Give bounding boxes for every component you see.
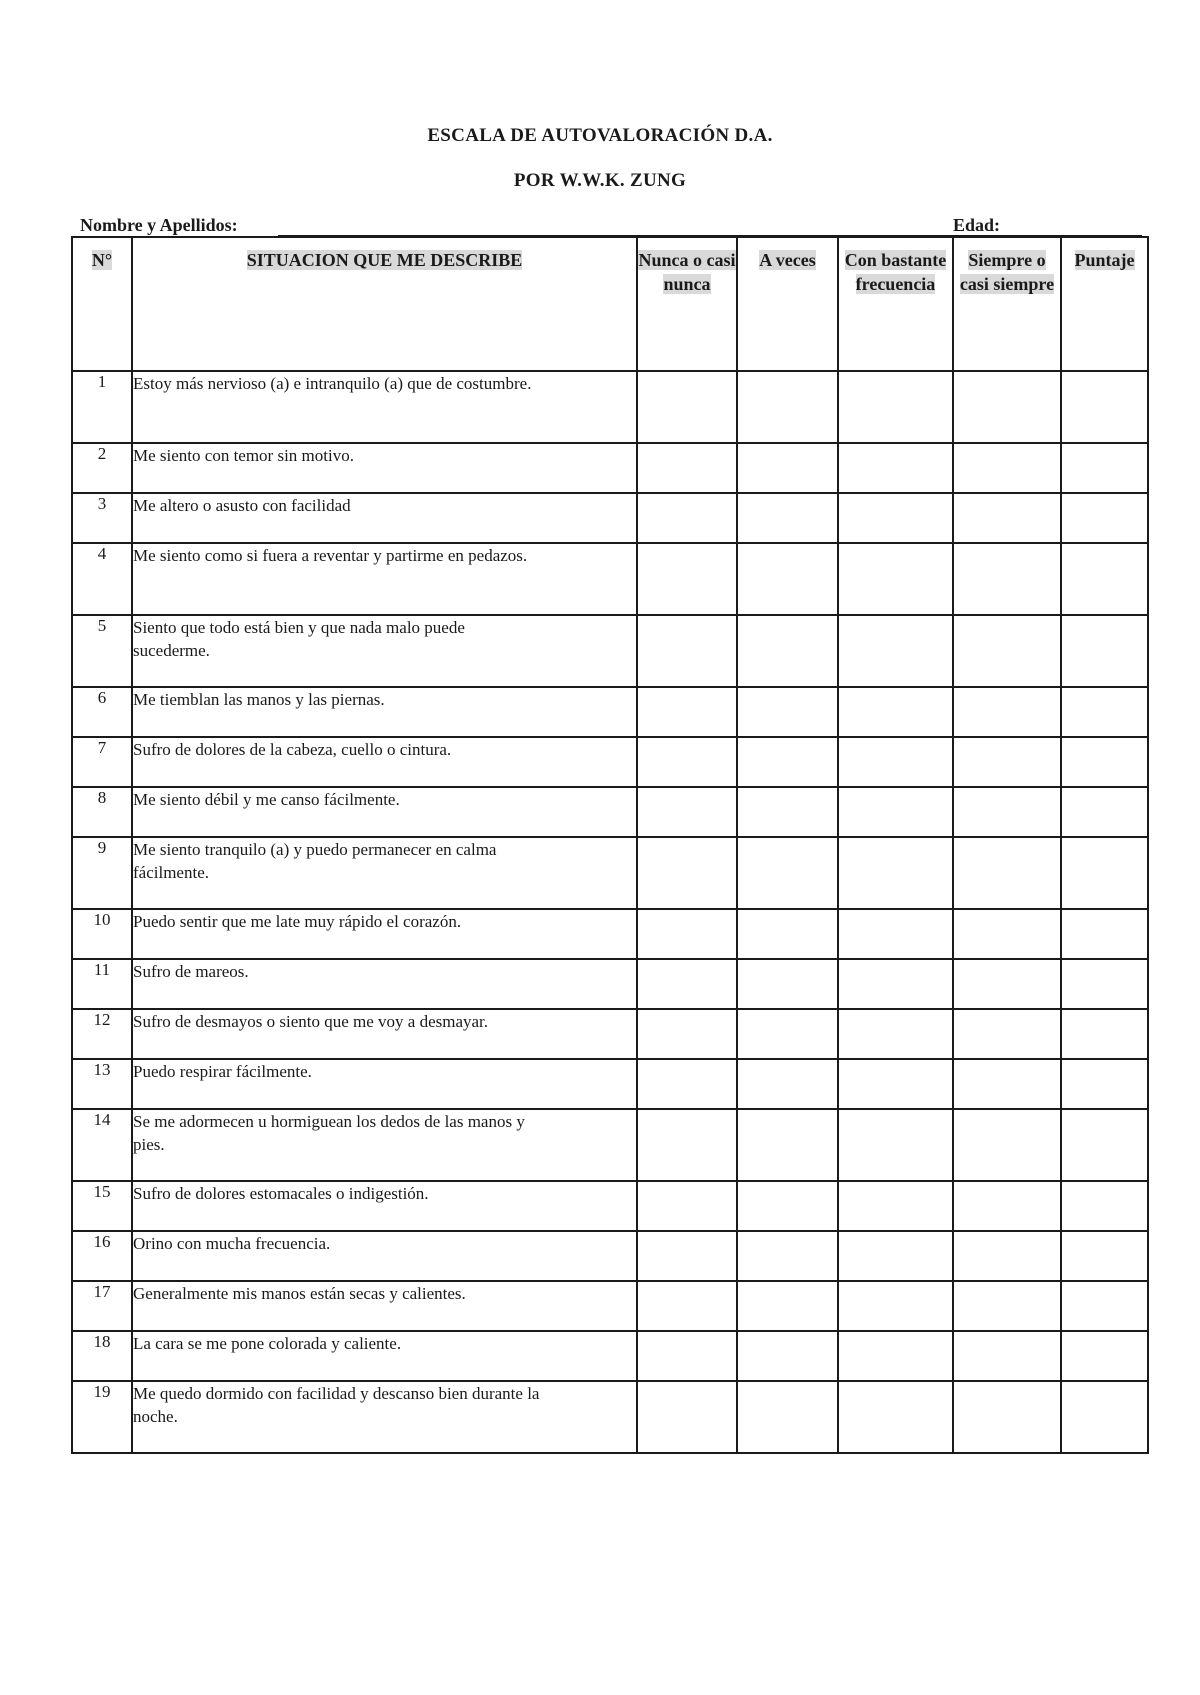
answer-cell-often[interactable] [838,1059,953,1109]
score-cell[interactable] [1061,959,1148,1009]
item-number: 3 [72,493,132,543]
answer-cell-always[interactable] [953,1009,1061,1059]
answer-cell-sometimes[interactable] [737,493,838,543]
answer-cell-sometimes[interactable] [737,615,838,687]
item-text: Generalmente mis manos están secas y calientes. [132,1281,637,1331]
item-text: Sufro de desmayos o siento que me voy a desmayar. [132,1009,637,1059]
document-subtitle: POR W.W.K. ZUNG [513,170,687,191]
item-text: Me siento débil y me canso fácilmente. [132,787,637,837]
answer-cell-often[interactable] [838,1009,953,1059]
item-text: Puedo respirar fácilmente. [132,1059,637,1109]
answer-cell-always[interactable] [953,1059,1061,1109]
table-row [72,1281,1148,1331]
answer-cell-never[interactable] [637,959,737,1009]
answer-cell-never[interactable] [637,1281,737,1331]
answer-cell-sometimes[interactable] [737,837,838,909]
table-row [72,443,1148,493]
item-text: Puedo sentir que me late muy rápido el corazón. [132,909,637,959]
answer-cell-sometimes[interactable] [737,1281,838,1331]
item-number: 16 [72,1231,132,1281]
answer-cell-often[interactable] [838,493,953,543]
answer-cell-often[interactable] [838,1109,953,1181]
score-cell[interactable] [1061,837,1148,909]
item-text: Se me adormecen u hormiguean los dedos de las manos y pies. [132,1109,637,1181]
document-title: ESCALA DE AUTOVALORACIÓN D.A. [427,125,773,146]
score-cell[interactable] [1061,1109,1148,1181]
score-cell[interactable] [1061,543,1148,615]
answer-cell-often[interactable] [838,837,953,909]
age-label: Edad: [953,215,1001,235]
answer-cell-always[interactable] [953,787,1061,837]
answer-cell-never[interactable] [637,737,737,787]
answer-cell-sometimes[interactable] [737,1009,838,1059]
answer-cell-sometimes[interactable] [737,1059,838,1109]
item-text: Me siento tranquilo (a) y puedo permanecer en calma fácilmente. [132,837,637,909]
score-cell[interactable] [1061,615,1148,687]
table-row [72,1109,1148,1181]
answer-cell-always[interactable] [953,543,1061,615]
item-number: 6 [72,687,132,737]
answer-cell-often[interactable] [838,615,953,687]
answer-cell-always[interactable] [953,1281,1061,1331]
answer-cell-often[interactable] [838,443,953,493]
score-cell[interactable] [1061,737,1148,787]
item-number: 19 [72,1381,132,1453]
header-sometimes: A veces [737,237,838,371]
score-cell[interactable] [1061,1231,1148,1281]
answer-cell-never[interactable] [637,615,737,687]
item-text: Me siento como si fuera a reventar y partirme en pedazos. [132,543,637,615]
score-cell[interactable] [1061,909,1148,959]
answer-cell-sometimes[interactable] [737,371,838,443]
answer-cell-often[interactable] [838,1231,953,1281]
answer-cell-often[interactable] [838,543,953,615]
answer-cell-never[interactable] [637,371,737,443]
answer-cell-sometimes[interactable] [737,1381,838,1453]
item-number: 8 [72,787,132,837]
score-cell[interactable] [1061,1331,1148,1381]
table-row [72,1009,1148,1059]
item-text: Estoy más nervioso (a) e intranquilo (a) que de costumbre. [132,371,637,443]
answer-cell-always[interactable] [953,1231,1061,1281]
table-row [72,837,1148,909]
answer-cell-often[interactable] [838,1281,953,1331]
score-cell[interactable] [1061,1381,1148,1453]
answer-cell-never[interactable] [637,909,737,959]
item-number: 15 [72,1181,132,1231]
table-row [72,787,1148,837]
table-row [72,371,1148,443]
scale-table [71,236,1149,1454]
item-text: Me altero o asusto con facilidad [132,493,637,543]
item-number: 10 [72,909,132,959]
answer-cell-sometimes[interactable] [737,543,838,615]
answer-cell-always[interactable] [953,1331,1061,1381]
answer-cell-never[interactable] [637,837,737,909]
answer-cell-always[interactable] [953,1109,1061,1181]
answer-cell-sometimes[interactable] [737,443,838,493]
header-situation: SITUACION QUE ME DESCRIBE [132,237,637,371]
item-number: 12 [72,1009,132,1059]
item-number: 9 [72,837,132,909]
answer-cell-often[interactable] [838,959,953,1009]
item-text: Sufro de mareos. [132,959,637,1009]
respondent-info [80,215,1142,237]
answer-cell-never[interactable] [637,443,737,493]
answer-cell-sometimes[interactable] [737,1109,838,1181]
answer-cell-sometimes[interactable] [737,909,838,959]
answer-cell-often[interactable] [838,1381,953,1453]
answer-cell-sometimes[interactable] [737,1181,838,1231]
score-cell[interactable] [1061,1281,1148,1331]
answer-cell-often[interactable] [838,1181,953,1231]
answer-cell-often[interactable] [838,909,953,959]
table-row [72,737,1148,787]
header-often: Con bastante frecuencia [838,237,953,371]
item-number: 13 [72,1059,132,1109]
answer-cell-sometimes[interactable] [737,687,838,737]
table-row [72,1231,1148,1281]
score-cell[interactable] [1061,443,1148,493]
item-text: Siento que todo está bien y que nada malo puede sucederme. [132,615,637,687]
answer-cell-often[interactable] [838,1331,953,1381]
score-cell[interactable] [1061,787,1148,837]
item-text: Sufro de dolores estomacales o indigestión. [132,1181,637,1231]
answer-cell-sometimes[interactable] [737,959,838,1009]
score-cell[interactable] [1061,493,1148,543]
answer-cell-always[interactable] [953,615,1061,687]
table-row [72,959,1148,1009]
answer-cell-always[interactable] [953,1381,1061,1453]
item-number: 11 [72,959,132,1009]
answer-cell-always[interactable] [953,443,1061,493]
item-text: Me quedo dormido con facilidad y descanso bien durante la noche. [132,1381,637,1453]
answer-cell-always[interactable] [953,959,1061,1009]
table-row [72,909,1148,959]
score-cell[interactable] [1061,1181,1148,1231]
item-number: 14 [72,1109,132,1181]
table-row [72,687,1148,737]
header-number: N° [72,237,132,371]
table-row [72,543,1148,615]
answer-cell-never[interactable] [637,1059,737,1109]
item-number: 18 [72,1331,132,1381]
answer-cell-never[interactable] [637,493,737,543]
answer-cell-never[interactable] [637,1231,737,1281]
answer-cell-sometimes[interactable] [737,737,838,787]
answer-cell-often[interactable] [838,737,953,787]
score-cell[interactable] [1061,1009,1148,1059]
table-row [72,1331,1148,1381]
table-header-row [72,237,1148,371]
answer-cell-never[interactable] [637,1009,737,1059]
score-cell[interactable] [1061,1059,1148,1109]
item-text: Orino con mucha frecuencia. [132,1231,637,1281]
answer-cell-always[interactable] [953,737,1061,787]
answer-cell-never[interactable] [637,1181,737,1231]
score-cell[interactable] [1061,371,1148,443]
item-text: Me siento con temor sin motivo. [132,443,637,493]
answer-cell-never[interactable] [637,1381,737,1453]
answer-cell-sometimes[interactable] [737,787,838,837]
item-number: 1 [72,371,132,443]
header-always: Siempre o casi siempre [953,237,1061,371]
answer-cell-always[interactable] [953,837,1061,909]
table-row [72,1059,1148,1109]
score-cell[interactable] [1061,687,1148,737]
table-row [72,493,1148,543]
table-row [72,615,1148,687]
answer-cell-never[interactable] [637,1331,737,1381]
item-text: La cara se me pone colorada y caliente. [132,1331,637,1381]
answer-cell-always[interactable] [953,371,1061,443]
answer-cell-never[interactable] [637,543,737,615]
answer-cell-always[interactable] [953,909,1061,959]
answer-cell-never[interactable] [637,687,737,737]
item-number: 7 [72,737,132,787]
answer-cell-never[interactable] [637,787,737,837]
answer-cell-sometimes[interactable] [737,1231,838,1281]
answer-cell-often[interactable] [838,787,953,837]
answer-cell-never[interactable] [637,1109,737,1181]
answer-cell-often[interactable] [838,687,953,737]
item-number: 5 [72,615,132,687]
answer-cell-sometimes[interactable] [737,1331,838,1381]
table-row [72,1181,1148,1231]
header-never: Nunca o casi nunca [637,237,737,371]
answer-cell-always[interactable] [953,1181,1061,1231]
answer-cell-often[interactable] [838,371,953,443]
item-text: Me tiemblan las manos y las piernas. [132,687,637,737]
item-number: 17 [72,1281,132,1331]
item-text: Sufro de dolores de la cabeza, cuello o cintura. [132,737,637,787]
header-score: Puntaje [1061,237,1148,371]
table-row [72,1381,1148,1453]
answer-cell-always[interactable] [953,493,1061,543]
item-number: 4 [72,543,132,615]
answer-cell-always[interactable] [953,687,1061,737]
item-number: 2 [72,443,132,493]
name-label: Nombre y Apellidos: [80,215,238,235]
